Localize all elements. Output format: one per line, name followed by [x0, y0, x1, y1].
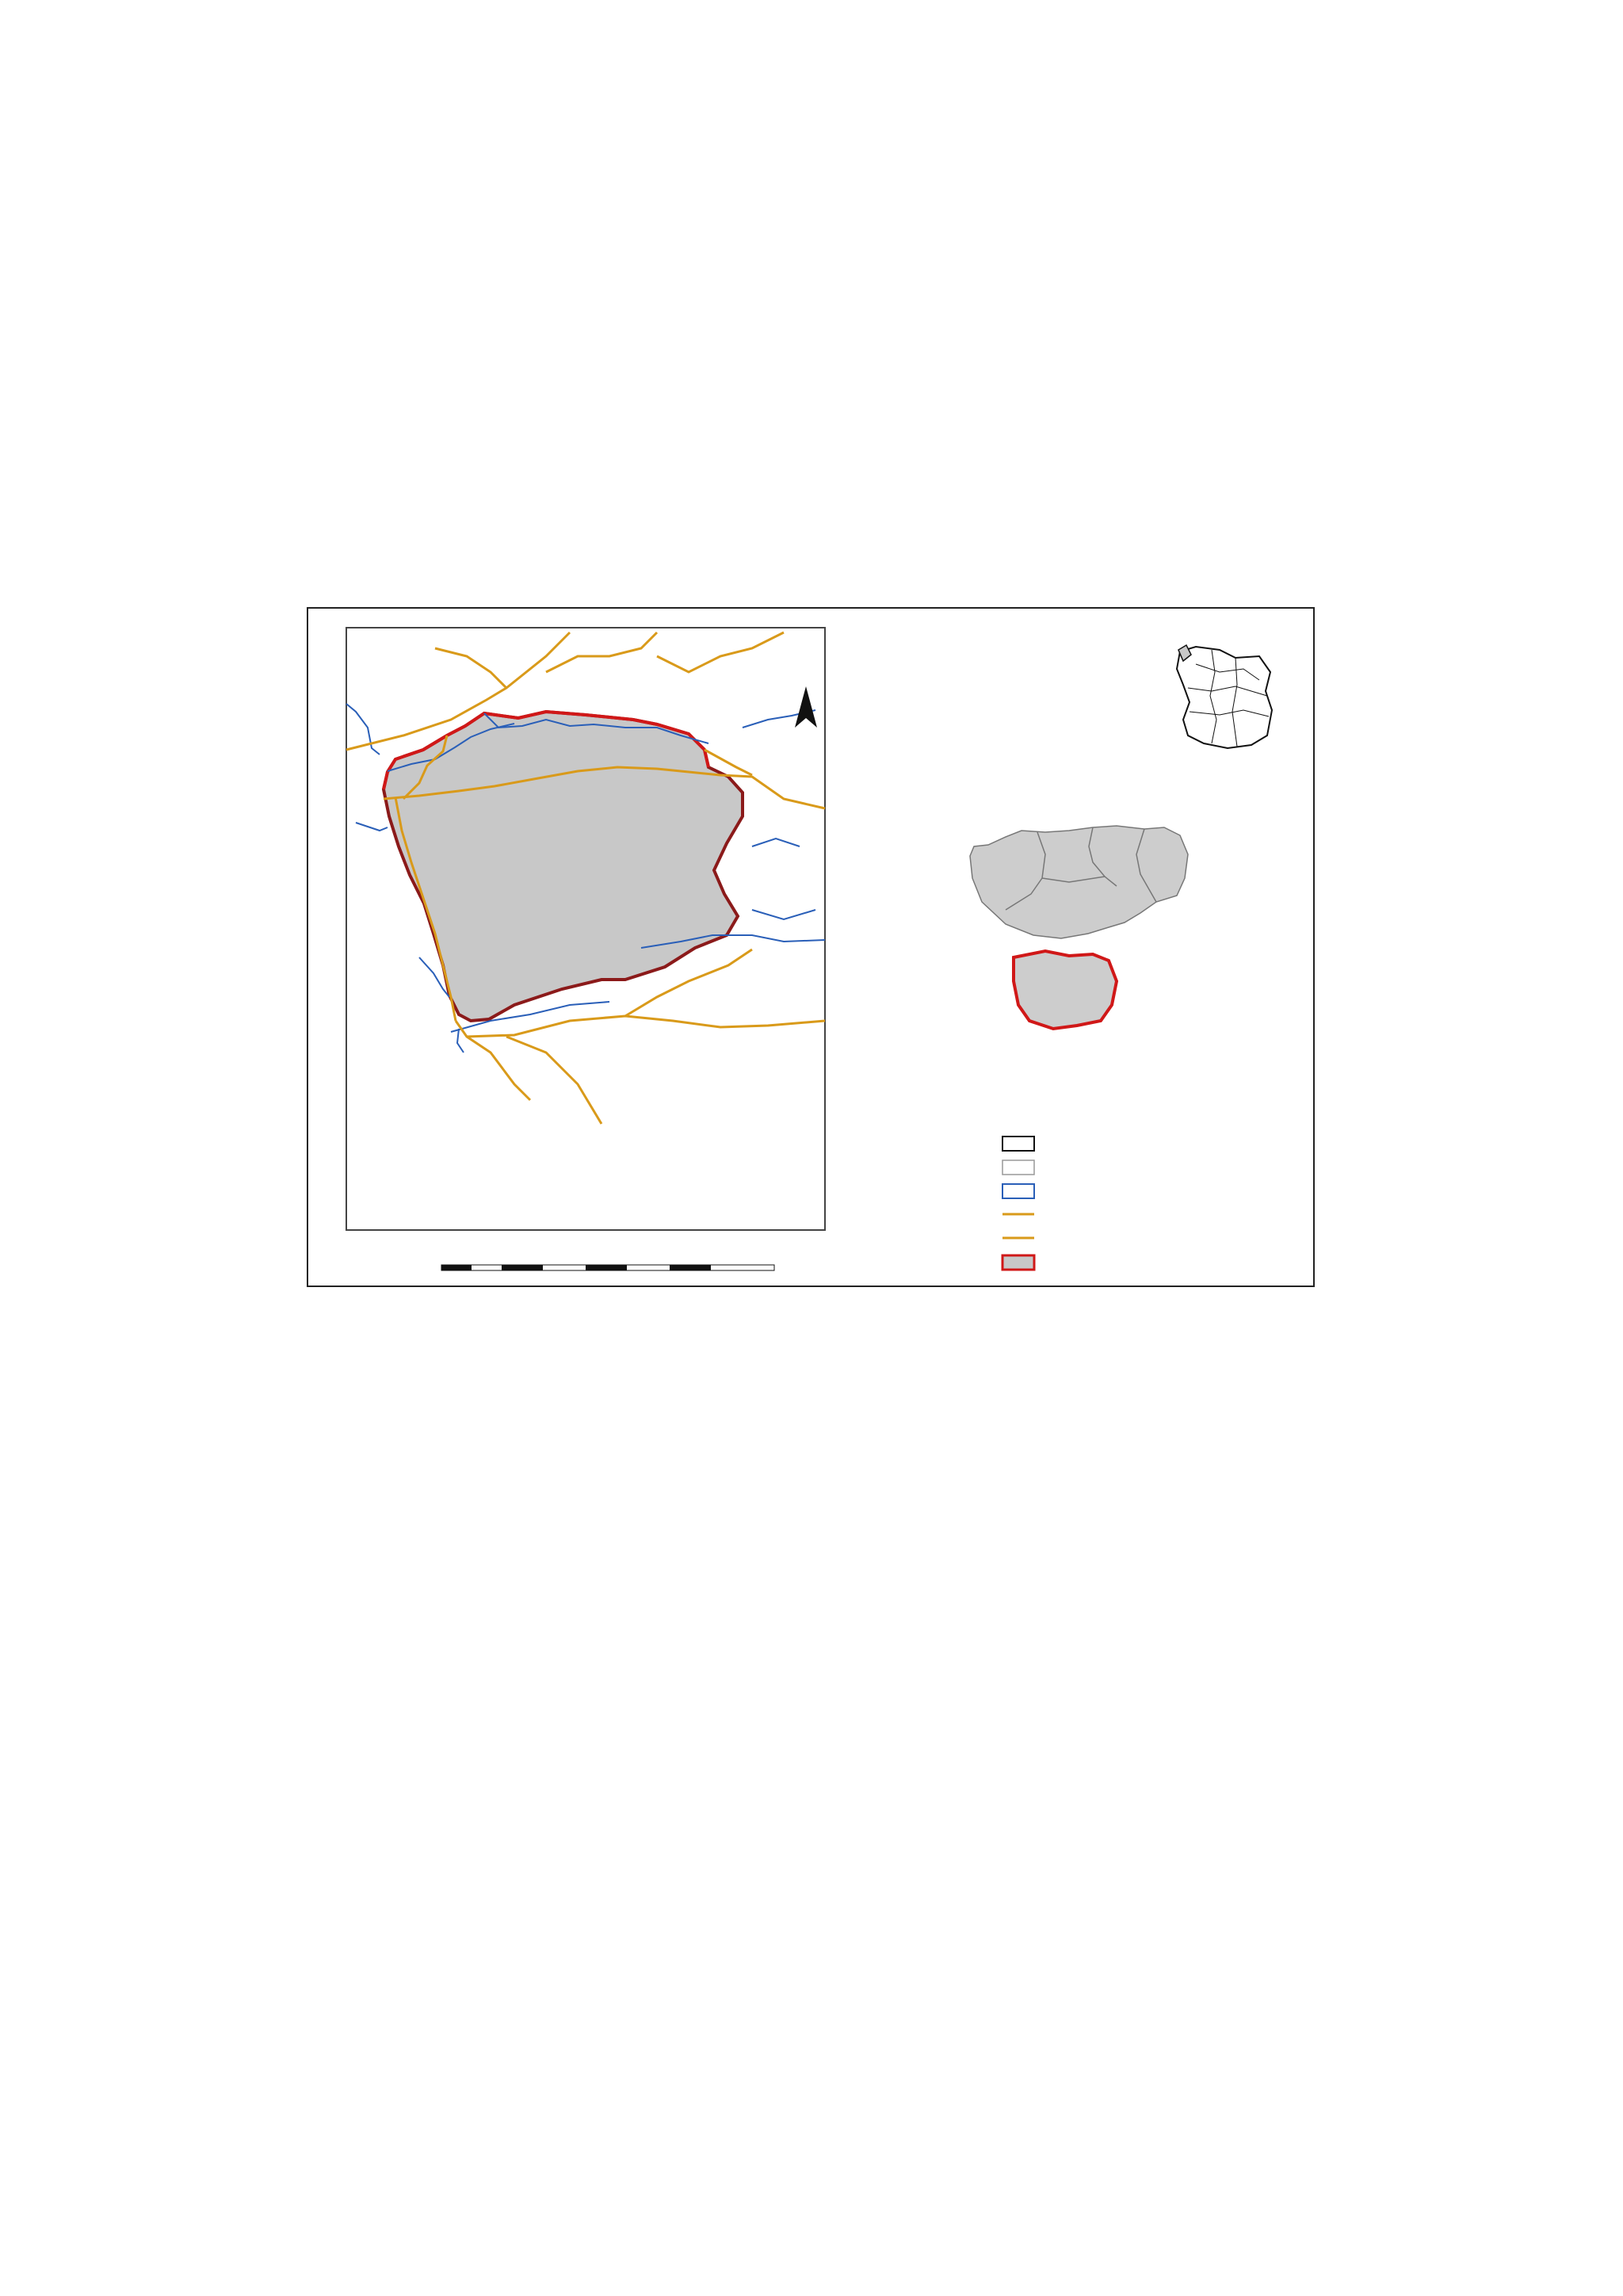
legend — [1002, 1137, 1034, 1270]
inset-angola — [1177, 645, 1272, 748]
legend-swatch-municipalities — [1002, 1160, 1034, 1175]
scale-bar — [441, 1265, 774, 1270]
legend-swatch-nzeto — [1002, 1255, 1034, 1270]
legend-swatch-provinces — [1002, 1137, 1034, 1151]
zaire-province — [970, 826, 1188, 938]
nzeto-inset — [1014, 951, 1117, 1029]
legend-swatch-rivers — [1002, 1184, 1034, 1198]
angola-outline — [1177, 647, 1272, 748]
inset-zaire — [970, 826, 1188, 1029]
map-svg — [308, 609, 1313, 1286]
figure-map — [307, 607, 1315, 1287]
